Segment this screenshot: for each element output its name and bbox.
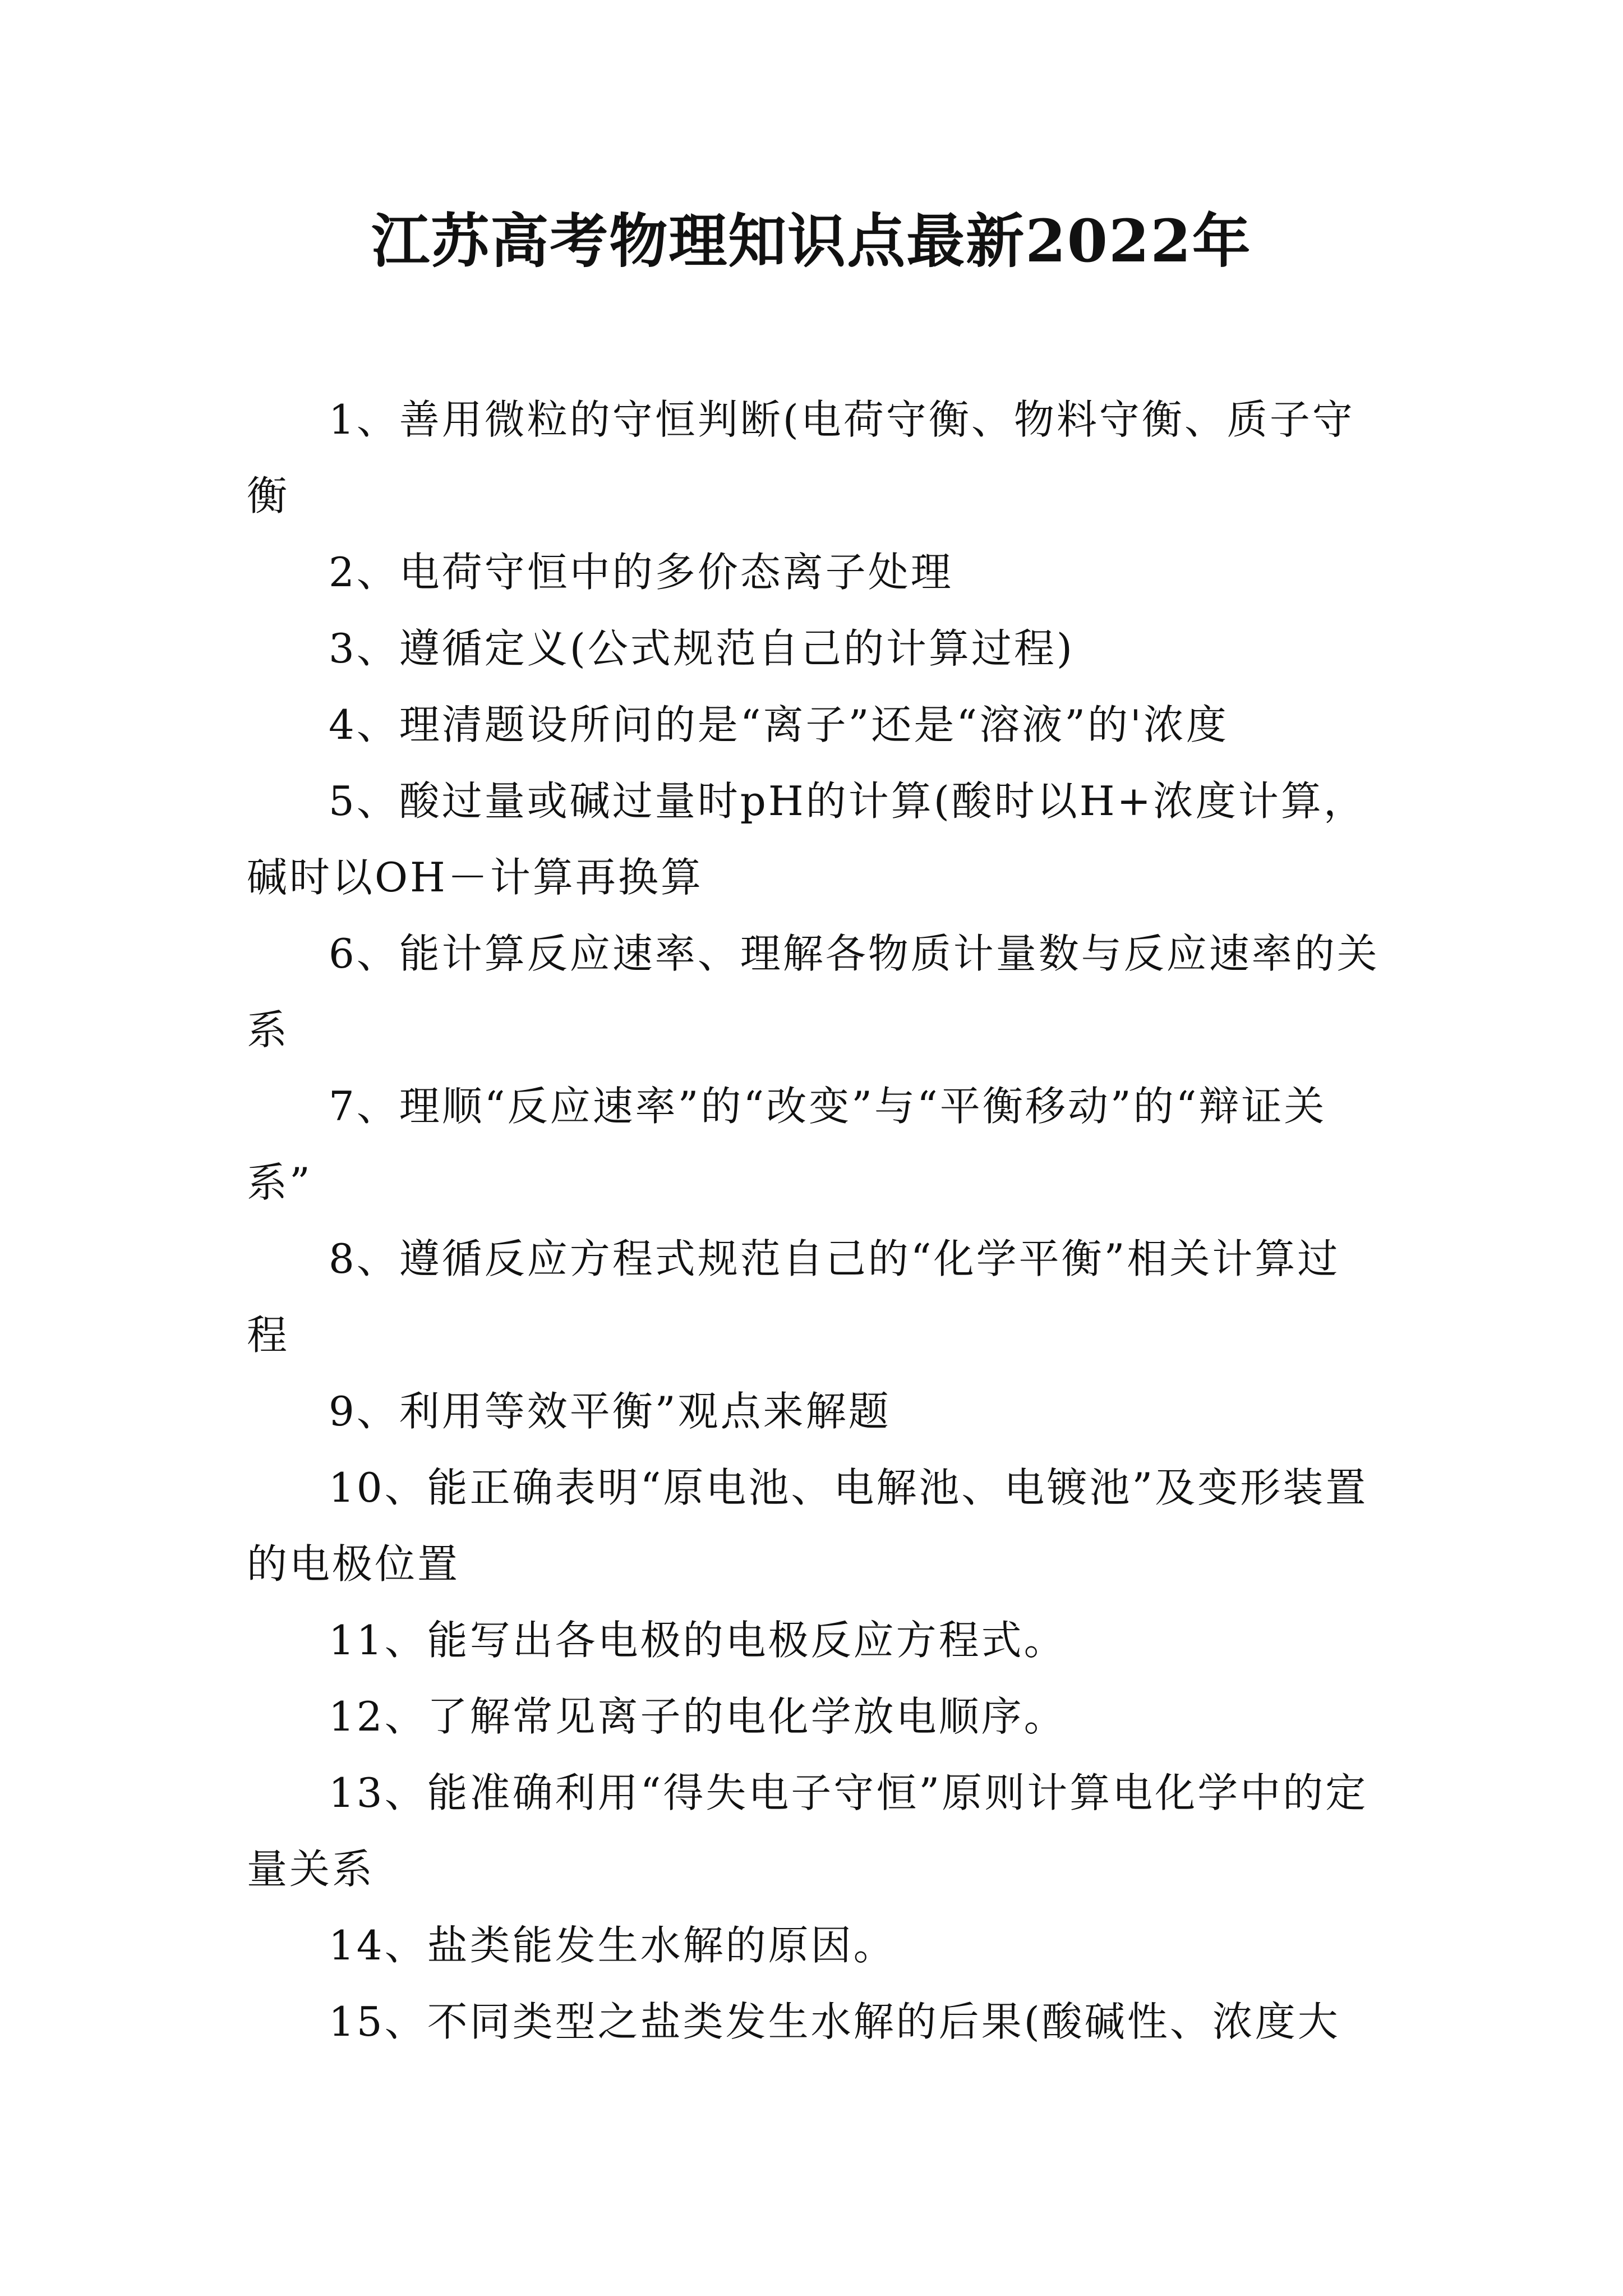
document-body bbox=[247, 381, 1380, 2060]
list-item: 2、电荷守恒中的多价态离子处理 bbox=[329, 549, 953, 596]
list-item: 15、不同类型之盐类发生水解的后果(酸碱性、浓度大 bbox=[329, 1998, 1340, 2045]
list-item: 5、酸过量或碱过量时pH的计算(酸时以H+浓度计算，碱时以OH－计算再换算 bbox=[247, 777, 1366, 901]
list-item: 10、能正确表明“原电池、电解池、电镀池”及变形装置的电极位置 bbox=[247, 1464, 1368, 1588]
list-item: 8、遵循反应方程式规范自己的“化学平衡”相关计算过程 bbox=[247, 1235, 1340, 1359]
list-item: 7、理顺“反应速率”的“改变”与“平衡移动”的“辩证关系” bbox=[247, 1083, 1327, 1206]
list-item: 11、能写出各电极的电极反应方程式。 bbox=[329, 1617, 1067, 1664]
list-item: 14、盐类能发生水解的原因。 bbox=[329, 1922, 896, 1969]
list-item: 12、了解常见离子的电化学放电顺序。 bbox=[329, 1693, 1067, 1740]
list-item: 6、能计算反应速率、理解各物质计量数与反应速率的关系 bbox=[247, 930, 1380, 1053]
document-title: 江苏高考物理知识点最新2022年 bbox=[371, 206, 1252, 275]
list-item: 13、能准确利用“得失电子守恒”原则计算电化学中的定量关系 bbox=[247, 1769, 1368, 1893]
list-item: 3、遵循定义(公式规范自己的计算过程) bbox=[329, 625, 1075, 672]
list-item: 4、理清题设所问的是“离子”还是“溶液”的'浓度 bbox=[329, 701, 1229, 748]
list-item: 9、利用等效平衡”观点来解题 bbox=[329, 1388, 891, 1435]
list-item: 1、善用微粒的守恒判断(电荷守衡、物料守衡、质子守衡 bbox=[247, 396, 1355, 519]
